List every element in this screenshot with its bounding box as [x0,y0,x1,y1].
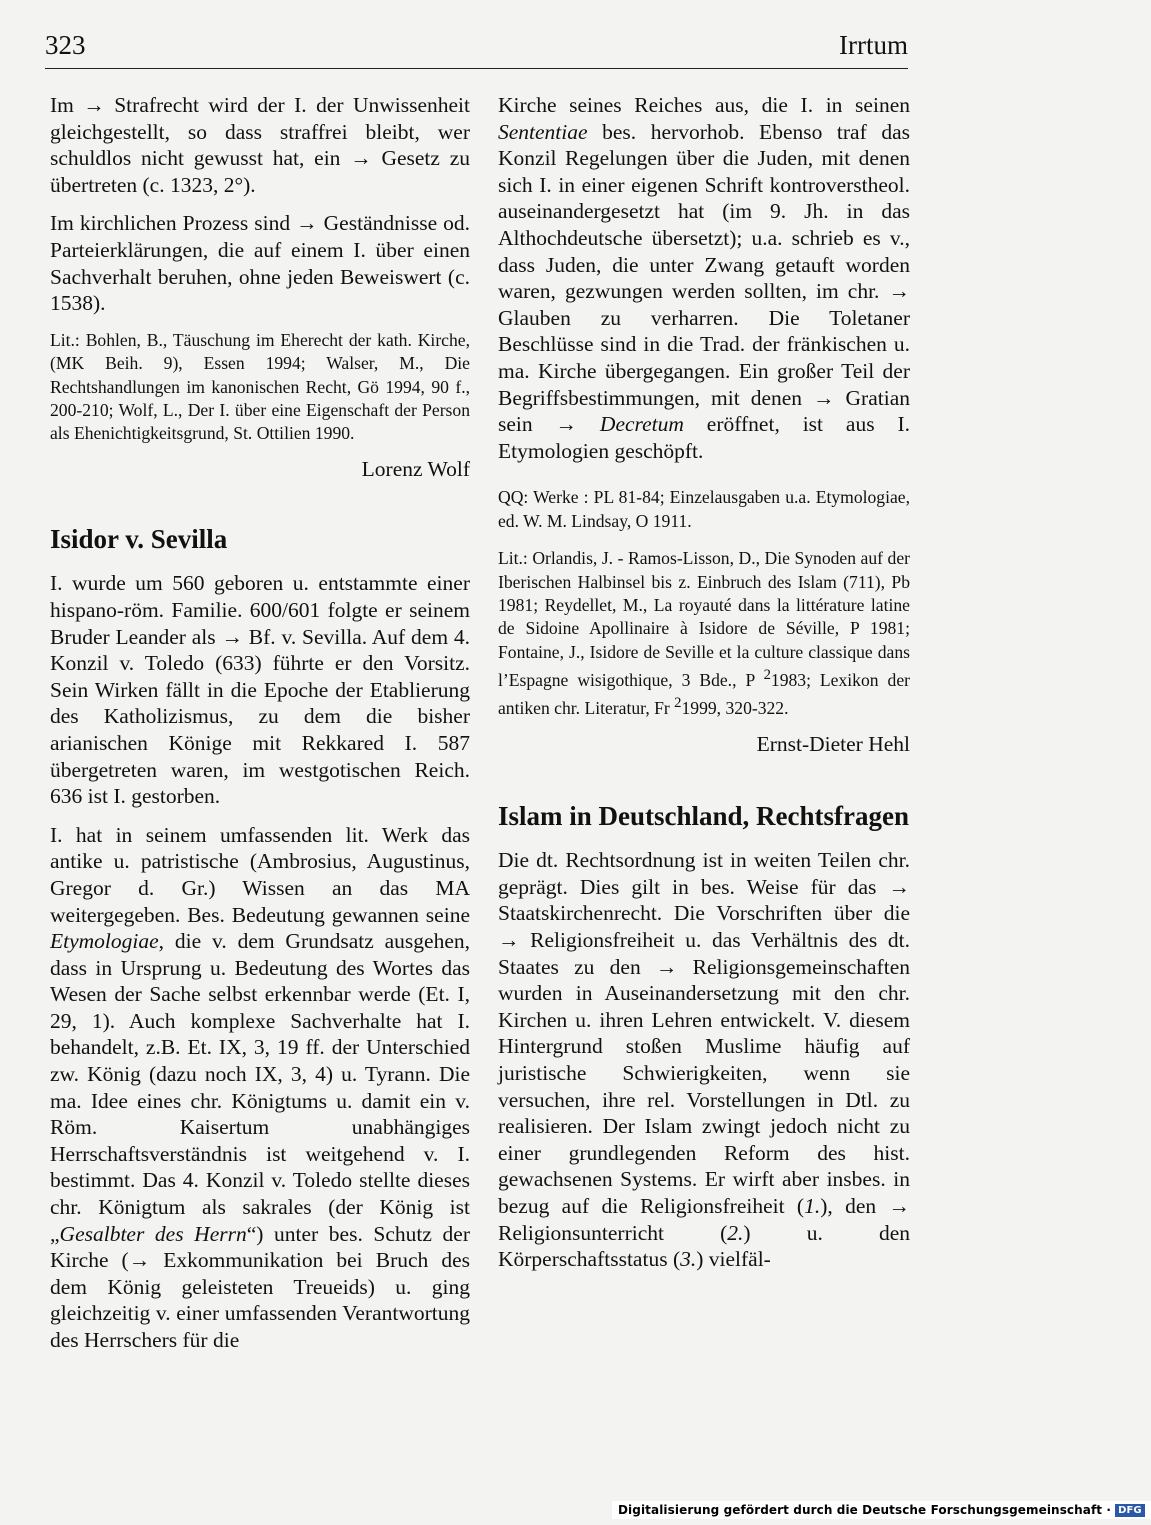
islam-paragraph-1 [498,847,910,1273]
title-decretum: Decretum [599,412,684,437]
isidor-continuation [498,92,910,464]
edition-superscript: 2 [763,667,771,684]
title-sententiae: Sententiae [498,119,588,144]
text-run: eröffnet, ist aus I. Etymologien geschöpft. [498,412,910,463]
text-run: “) unter bes. Schutz der Kirche (→ Exkommunikation bei Bruch des dem König geleisteten Treueids) u. ging gleichzeitig v. einer umfassenden Verantwortung des Herrschers für die [50,1221,470,1352]
isidor-sources: QQ: Werke : PL 81-84; Einzelausgaben u.a. Etymologiae, ed. W. M. Lindsay, O 1911. [498,487,910,531]
left-column [50,92,470,1366]
text-run: ) vielfäl- [696,1247,771,1272]
right-column [498,92,910,1285]
digitization-credit [612,1501,1151,1519]
title-etymologiae: Etymologiae [50,929,159,954]
dfg-logo: DFG [1115,1504,1145,1517]
isidor-paragraph-1: I. wurde um 560 geboren u. entstammte einer hispano-röm. Familie. 600/601 folgte er seinem Bruder Leander als → Bf. v. Sevilla. Auf dem 4. Konzil v. Toledo (633) führte er den Vorsitz. Sein Wirken fällt in die Epoche der Etablierung des Katholizismus, zu dem die bisher arianischen Könige mit Rekkared I. 587 übergetreten waren, im westgotischen Reich. 636 ist I. gestorben. [50,571,470,809]
irrtum-literature: Lit.: Bohlen, B., Täuschung im Eherecht der kath. Kirche, (MK Beih. 9), Essen 1994; Walser, M., Die Rechtshandlungen im kanonischen Recht, Gö 1994, 90 f., 200-210; Wolf, L., Der I. über eine Eigenschaft der Person als Ehenichtigkeitsgrund, St. Ottilien 1990. [50,329,470,444]
text-run: Lit.: Orlandis, J. - Ramos-Lisson, D., Die Synoden auf der Iberischen Halbinsel bis z. Einbruch des Islam (711), Pb 1981; Reydellet, M., La royauté dans la littérature latine de Sidoine Apollinaire à Isidore de Séville, P 1981; Fontaine, J., Isidore de Seville et la culture classique dans l’Espagne wisigothique, 3 Bde., P [498,548,910,691]
enum-1: 1. [804,1194,821,1218]
irrtum-author: Lorenz Wolf [361,456,470,481]
text-run: Die dt. Rechtsordnung ist in weiten Teilen chr. geprägt. Dies gilt in bes. Weise für das → Staatskirchenrecht. Die Vorschriften über die → Religionsfreiheit u. das Verhältnis des dt. Staates zu den → Religionsgemeinschaften wurden in Auseinandersetzung mit den chr. Kirchen u. ihren Lehren entwickelt. V. diesem Hintergrund stoßen Muslime häufig auf juristische Schwierigkeiten, wenn sie versuchen, ihre rel. Vorstellungen in Dtl. zu realisieren. Der Islam zwingt jedoch nicht zu einer grundlegenden Reform des hist. gewachsenen Systems. Er wirft aber insbes. in bezug auf die Religionsfreiheit ( [498,848,910,1218]
isidor-literature [498,547,910,721]
text-run: Kirche seines Reiches aus, die I. in seinen [498,93,910,117]
irrtum-paragraph-2: Im kirchlichen Prozess sind → Geständnisse od. Parteierklärungen, die auf einem I. über einen Sachverhalt beruhen, ohne jeden Beweiswert (c. 1538). [50,211,470,316]
text-run: ), den → Religionsunterricht ( [498,1194,911,1245]
islam-heading: Islam in Deutschland, Rechtsfragen [498,801,910,832]
edition-superscript: 2 [674,695,682,712]
isidor-heading: Isidor v. Sevilla [50,524,228,555]
quote-gesalbter: Gesalbter des Herrn [59,1221,247,1246]
text-run: bes. hervorhob. Ebenso traf das Konzil Regelungen über die Juden, mit denen sich I. in einer eigenen Schrift kontroverstheol. auseinandergesetzt hat (im 9. Jh. in das Althochdeutsche übersetzt); u.a. schrieb es v., dass Juden, die unter Zwang getauft worden waren, gezwungen werden sollten, im chr. → Glauben zu verharren. Die Toletaner Beschlüsse sind in die Trad. der fränkischen u. ma. Kirche übergegangen. Ein großer Teil der Begriffsbestimmungen, mit denen → Gratian sein → [498,119,910,437]
text-run: ) u. den Körperschaftsstatus ( [498,1220,911,1272]
footer-text: Digitalisierung gefördert durch die Deutsche Forschungsgemeinschaft · [618,1503,1112,1517]
isidor-paragraph-2 [50,822,470,1354]
enum-3: 3. [680,1247,697,1272]
irrtum-paragraph-1: Im → Strafrecht wird der I. der Unwissenheit gleichgestellt, so dass straffrei bleibt, wer schuldlos nicht gewusst hat, ein → Gesetz zu übertreten (c. 1323, 2°). [50,93,470,197]
isidor-author: Ernst-Dieter Hehl [756,731,910,756]
enum-2: 2. [727,1220,744,1245]
text-run: I. hat in seinem umfassenden lit. Werk das antike u. patristische (Ambrosius, Augustinus, Gregor d. Gr.) Wissen an das MA weitergegeben. Bes. Bedeutung gewannen seine [50,822,470,927]
text-run: 1999, 320-322. [681,698,789,719]
page-number: 323 [45,30,86,60]
header-rule [45,68,908,69]
text-run: , die v. dem Grundsatz ausgehen, dass in Ursprung u. Bedeutung des Wortes das Wesen der Sache selbst erkennbar werde (Et. I, 29, 1). Auch komplexe Sachverhalte hat I. behandelt, z.B. Et. IX, 3, 19 ff. der Unterschied zw. König (dazu noch IX, 3, 4) u. Tyrann. Die ma. Idee eines chr. Königtums u. damit ein v. Röm. Kaisertum unabhängiges Herrschaftsverständnis ist weitgehend v. I. bestimmt. Das 4. Konzil v. Toledo stellte dieses chr. Königtum als sakrales (der König ist „ [50,929,470,1246]
running-head: Irrtum [839,30,908,60]
text-run: 1983; Lexikon der antiken chr. Literatur, Fr [498,670,910,719]
